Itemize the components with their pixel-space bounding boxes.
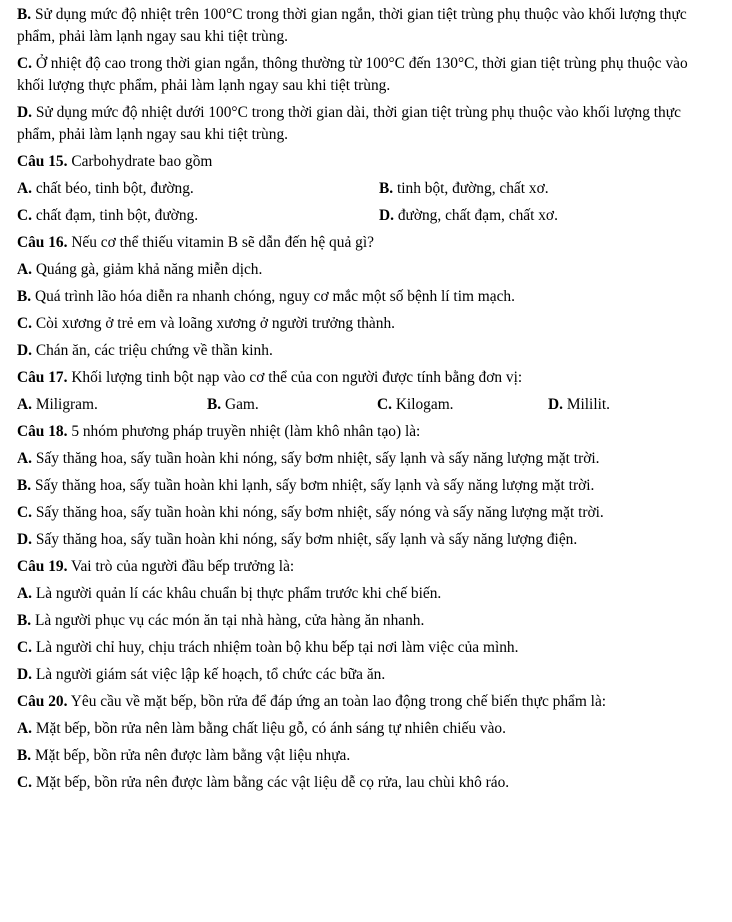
q19-option-d	[17, 664, 717, 686]
q18-option-d	[17, 529, 717, 551]
option-label: C.	[17, 207, 32, 224]
option-label: A.	[17, 261, 32, 278]
option-text: Mặt bếp, bồn rửa nên được làm bằng các vật liệu dễ cọ rửa, lau chùi khô ráo.	[31, 774, 510, 791]
option-text: Là người chỉ huy, chịu trách nhiệm toàn bộ khu bếp tại nơi làm việc của mình.	[31, 639, 519, 656]
q19-option-c	[17, 637, 717, 659]
q15-options-row-2	[17, 205, 717, 227]
question-text: Vai trò của người đầu bếp trưởng là:	[67, 558, 295, 575]
option-label: A.	[17, 720, 32, 737]
q15-option-c	[17, 205, 379, 227]
question-text: Khối lượng tinh bột nạp vào cơ thể của con người được tính bằng đơn vị:	[67, 369, 523, 386]
q17-option-a	[17, 394, 207, 416]
option-text: Mặt bếp, bồn rửa nên làm bằng chất liệu gỗ, có ánh sáng tự nhiên chiếu vào.	[31, 720, 506, 737]
q14-option-c	[17, 53, 717, 97]
option-label: C.	[17, 639, 32, 656]
q14-option-d	[17, 102, 717, 146]
q15-options-row-1	[17, 178, 717, 200]
option-text: đường, chất đạm, chất xơ.	[393, 207, 558, 224]
option-text: Sấy thăng hoa, sấy tuần hoàn khi nóng, sấy bơm nhiệt, sấy nóng và sấy năng lượng mặt trời.	[31, 504, 604, 521]
option-label: C.	[377, 396, 392, 413]
option-text: Là người giám sát việc lập kế hoạch, tổ chức các bữa ăn.	[31, 666, 386, 683]
option-text: Sấy thăng hoa, sấy tuần hoàn khi lạnh, sấy bơm nhiệt, sấy lạnh và sấy năng lượng mặt trời.	[31, 477, 595, 494]
q16-option-d	[17, 340, 717, 362]
q17-option-b	[207, 394, 377, 416]
option-label: D.	[17, 104, 32, 121]
question-19	[17, 556, 717, 578]
question-18	[17, 421, 717, 443]
q18-option-b	[17, 475, 717, 497]
option-text: Sử dụng mức độ nhiệt dưới 100°C trong thời gian dài, thời gian tiệt trùng phụ thuộc vào khối lượng thực phẩm, phải làm lạnh ngay sau khi tiệt trùng.	[17, 104, 681, 143]
option-label: B.	[17, 477, 32, 494]
option-text: Sấy thăng hoa, sấy tuần hoàn khi nóng, sấy bơm nhiệt, sấy lạnh và sấy năng lượng điện.	[31, 531, 578, 548]
option-text: Kilogam.	[391, 396, 454, 413]
option-label: B.	[207, 396, 222, 413]
question-label: Câu 20.	[17, 693, 68, 710]
option-label: B.	[17, 288, 32, 305]
option-label: C.	[17, 55, 32, 72]
question-text: 5 nhóm phương pháp truyền nhiệt (làm khô nhân tạo) là:	[67, 423, 421, 440]
q15-option-d	[379, 205, 717, 227]
q17-option-c	[377, 394, 548, 416]
option-label: D.	[17, 531, 32, 548]
option-label: D.	[17, 666, 32, 683]
q16-option-c	[17, 313, 717, 335]
option-label: C.	[17, 774, 32, 791]
question-label: Câu 17.	[17, 369, 68, 386]
option-label: D.	[17, 342, 32, 359]
option-text: Sử dụng mức độ nhiệt trên 100°C trong thời gian ngắn, thời gian tiệt trùng phụ thuộc vào khối lượng thực phẩm, phải làm lạnh ngay sau khi tiệt trùng.	[17, 6, 687, 45]
option-text: Là người quản lí các khâu chuẩn bị thực phẩm trước khi chế biến.	[31, 585, 442, 602]
option-text: Quá trình lão hóa diễn ra nhanh chóng, nguy cơ mắc một số bệnh lí tim mạch.	[31, 288, 515, 305]
option-label: A.	[17, 450, 32, 467]
q19-option-a	[17, 583, 717, 605]
option-label: A.	[17, 396, 32, 413]
q20-option-b	[17, 745, 717, 767]
q15-option-b	[379, 178, 717, 200]
question-label: Câu 15.	[17, 153, 68, 170]
q20-option-c	[17, 772, 717, 794]
q17-option-d	[548, 394, 717, 416]
option-text: chất béo, tinh bột, đường.	[31, 180, 194, 197]
question-text: Carbohydrate bao gồm	[67, 153, 213, 170]
option-label: B.	[379, 180, 394, 197]
option-label: B.	[17, 612, 32, 629]
option-label: D.	[379, 207, 394, 224]
q16-option-a	[17, 259, 717, 281]
option-label: B.	[17, 6, 32, 23]
option-label: C.	[17, 504, 32, 521]
q19-option-b	[17, 610, 717, 632]
option-label: D.	[548, 396, 563, 413]
question-16	[17, 232, 717, 254]
option-text: Quáng gà, giảm khả năng miễn dịch.	[31, 261, 263, 278]
q18-option-c	[17, 502, 717, 524]
question-17	[17, 367, 717, 389]
q20-option-a	[17, 718, 717, 740]
question-label: Câu 18.	[17, 423, 68, 440]
q14-option-b	[17, 4, 717, 48]
q17-options-row	[17, 394, 717, 416]
q18-option-a	[17, 448, 717, 470]
q16-option-b	[17, 286, 717, 308]
question-label: Câu 16.	[17, 234, 68, 251]
option-text: Mililit.	[562, 396, 611, 413]
option-label: A.	[17, 585, 32, 602]
option-label: B.	[17, 747, 32, 764]
exam-page	[17, 4, 717, 794]
option-text: Gam.	[221, 396, 259, 413]
option-text: Ở nhiệt độ cao trong thời gian ngắn, thông thường từ 100°C đến 130°C, thời gian tiệt trùng phụ thuộc vào khối lượng thực phẩm, phải làm lạnh ngay sau khi tiệt trùng.	[17, 55, 688, 94]
option-label: C.	[17, 315, 32, 332]
question-15	[17, 151, 717, 173]
option-text: Chán ăn, các triệu chứng về thần kinh.	[31, 342, 273, 359]
question-20	[17, 691, 717, 713]
option-text: Sấy thăng hoa, sấy tuần hoàn khi nóng, sấy bơm nhiệt, sấy lạnh và sấy năng lượng mặt trời.	[31, 450, 600, 467]
option-text: chất đạm, tinh bột, đường.	[31, 207, 199, 224]
question-text: Yêu cầu về mặt bếp, bồn rửa để đáp ứng an toàn lao động trong chế biến thực phẩm là:	[67, 693, 607, 710]
q15-option-a	[17, 178, 379, 200]
question-label: Câu 19.	[17, 558, 68, 575]
option-text: Còi xương ở trẻ em và loãng xương ở người trưởng thành.	[31, 315, 396, 332]
option-text: Miligram.	[31, 396, 98, 413]
option-text: Mặt bếp, bồn rửa nên được làm bằng vật liệu nhựa.	[31, 747, 351, 764]
option-text: tinh bột, đường, chất xơ.	[393, 180, 549, 197]
option-text: Là người phục vụ các món ăn tại nhà hàng, cửa hàng ăn nhanh.	[31, 612, 425, 629]
option-label: A.	[17, 180, 32, 197]
question-text: Nếu cơ thể thiếu vitamin B sẽ dẫn đến hệ quả gì?	[67, 234, 374, 251]
